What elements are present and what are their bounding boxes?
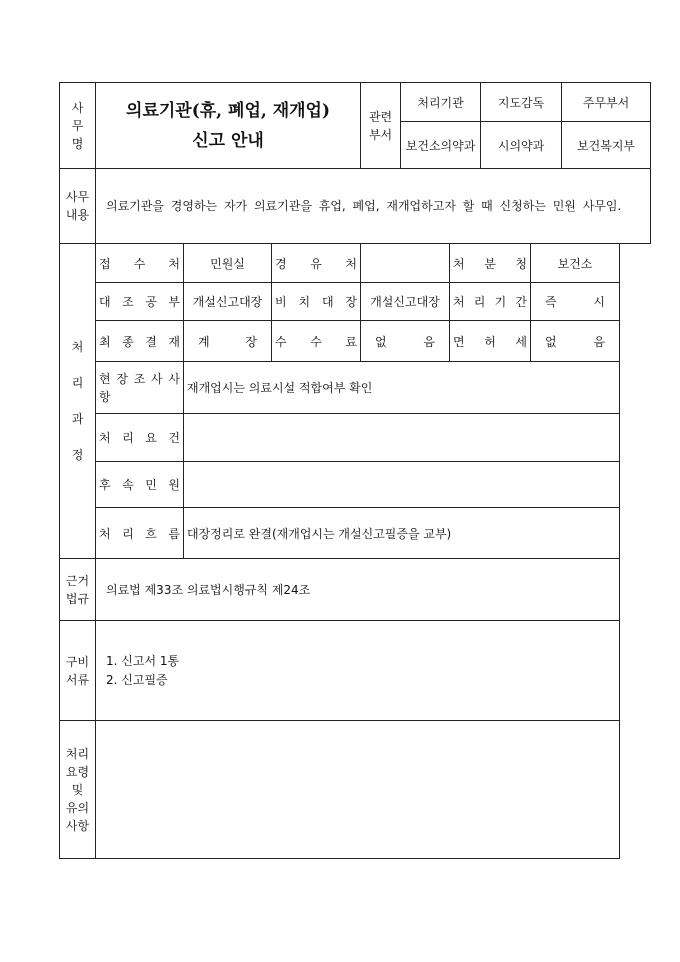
dept-header: 처리기관 (401, 83, 481, 122)
grid-cell: 수 수 료 (272, 321, 361, 362)
process-table (59, 243, 620, 859)
label-content: 사무 내용 (60, 169, 96, 244)
grid-cell: 최 종 결 재 (96, 321, 184, 362)
page-title: 의료기관(휴, 폐업, 재개업) 신고 안내 (96, 83, 361, 169)
dept-value: 보건복지부 (562, 122, 651, 169)
grid-cell: 개설신고대장 (184, 283, 272, 321)
label-task-name: 사 무 명 (60, 83, 96, 169)
label-docs: 구비 서류 (60, 621, 96, 721)
row-label: 처 리 흐 름 (96, 508, 184, 559)
grid-cell: 계 장 (184, 321, 272, 362)
grid-cell: 민원실 (184, 244, 272, 283)
row-label: 후 속 민 원 (96, 462, 184, 508)
form-table (59, 82, 651, 244)
label-process: 처 리 과 정 (60, 244, 96, 559)
grid-cell: 처 리 기 간 (450, 283, 531, 321)
grid-cell: 즉 시 (531, 283, 620, 321)
label-related-dept: 관련 부서 (361, 83, 401, 169)
row-label: 처 리 요 건 (96, 414, 184, 462)
dept-value: 시의약과 (481, 122, 562, 169)
grid-cell: 대 조 공 부 (96, 283, 184, 321)
grid-cell: 없 음 (361, 321, 450, 362)
dept-value: 보건소의약과 (401, 122, 481, 169)
grid-cell: 개설신고대장 (361, 283, 450, 321)
grid-cell: 면 허 세 (450, 321, 531, 362)
label-notes: 처리 요령 및 유의 사항 (60, 721, 96, 859)
docs-list (96, 621, 620, 721)
grid-cell: 비 치 대 장 (272, 283, 361, 321)
label-law: 근거 법규 (60, 559, 96, 621)
row-value (184, 414, 620, 462)
row-label: 현 장 조 사 사 항 (96, 362, 184, 414)
notes-text (96, 721, 620, 859)
docs-item: 1. 신고서 1통 (106, 653, 180, 668)
row-value (184, 462, 620, 508)
docs-item: 2. 신고필증 (106, 672, 168, 687)
content-text: 의료기관을 경영하는 자가 의료기관을 휴업, 폐업, 재개업하고자 할 때 신청하는 민원 사무임. (96, 169, 651, 244)
row-value: 대장정리로 완결(재개업시는 개설신고필증을 교부) (184, 508, 620, 559)
grid-cell: 없 음 (531, 321, 620, 362)
grid-cell: 처 분 청 (450, 244, 531, 283)
dept-header: 지도감독 (481, 83, 562, 122)
grid-cell (361, 244, 450, 283)
grid-cell: 접 수 처 (96, 244, 184, 283)
grid-cell: 경 유 처 (272, 244, 361, 283)
dept-header: 주무부서 (562, 83, 651, 122)
row-value: 재개업시는 의료시설 적합여부 확인 (184, 362, 620, 414)
law-text: 의료법 제33조 의료법시행규칙 제24조 (96, 559, 620, 621)
grid-cell: 보건소 (531, 244, 620, 283)
